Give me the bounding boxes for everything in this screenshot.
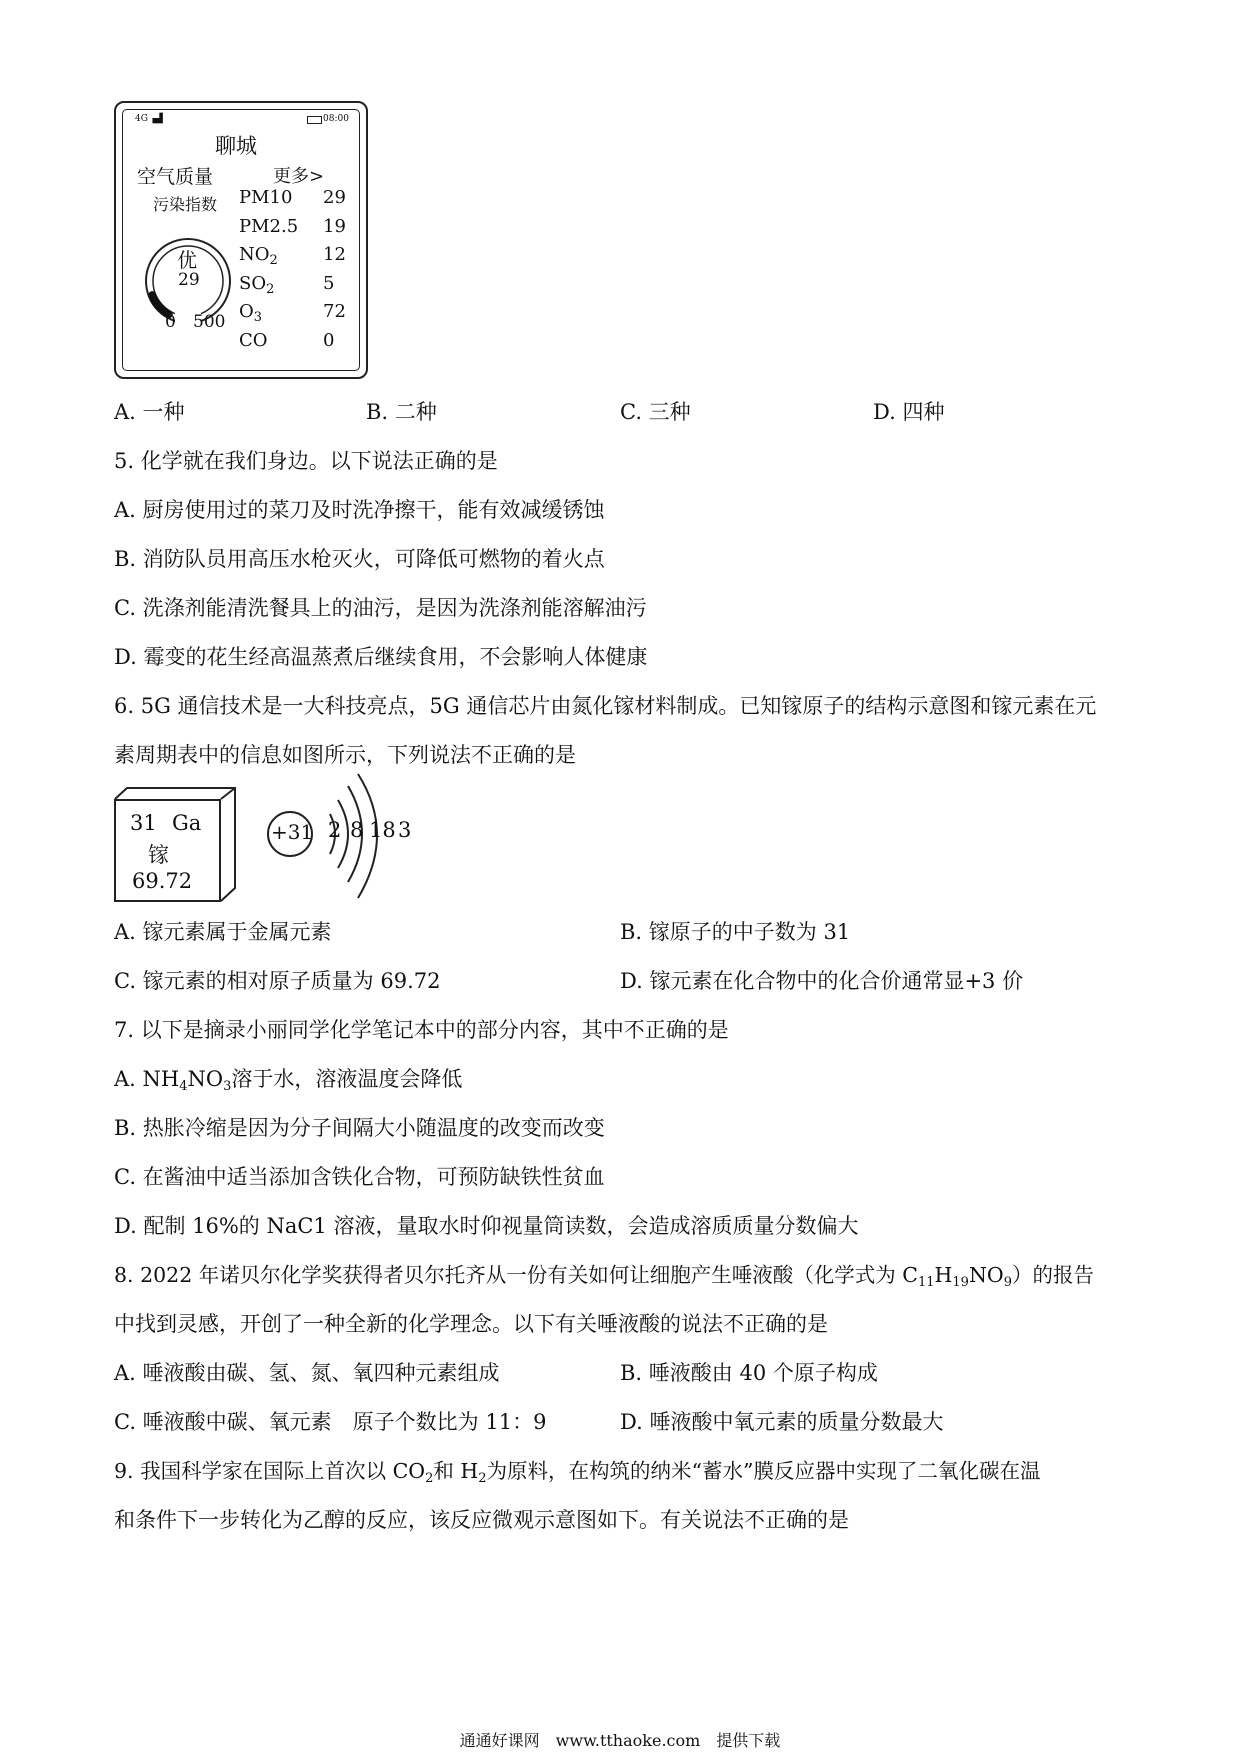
q4-option-a: A. 一种 [114,400,185,424]
more-link: 更多> [273,166,325,187]
shell-1-electrons: 2 [328,818,342,842]
pollutant-values [323,184,346,355]
air-quality-label: 空气质量 [137,166,214,188]
pollutant-name: $NO_2$ [239,244,278,268]
aqi-value: 29 [178,270,200,290]
q7-option-b: B. 热胀冷缩是因为分子间隔大小随温度的改变而改变 [114,1116,605,1140]
pollutant-name: PM2.5 [239,215,299,237]
q8-stem-line2: 中找到灵感，开创了一种全新的化学理念。以下有关唾液酸的说法不正确的是 [114,1312,828,1336]
shell-4-electrons: 3 [398,818,412,842]
q6-stem-line2: 素周期表中的信息如图所示，下列说法不正确的是 [114,743,576,767]
q5-stem: 5. 化学就在我们身边。以下说法正确的是 [114,449,498,473]
pollutant-name: CO [239,329,268,351]
pollutant-value: 0 [323,329,335,351]
q8-option-d: D. 唾液酸中氧元素的质量分数最大 [620,1410,944,1434]
q4-option-d: D. 四种 [873,400,945,424]
pollutant-value: 19 [323,215,346,237]
q6-option-d: D. 镓元素在化合物中的化合价通常显+3 价 [620,969,1024,993]
q8-option-c: C. 唾液酸中碳、氧元素 原子个数比为 11：9 [114,1410,547,1434]
q6-stem-line1: 6. 5G 通信技术是一大科技亮点，5G 通信芯片由氮化镓材料制成。已知镓原子的结构示意图和镓元素在元 [114,694,1097,718]
q7-option-a: A. $NH_4NO_3$溶于水，溶液温度会降低 [114,1067,463,1094]
pollutant-value: 12 [323,244,346,265]
q8-option-b: B. 唾液酸由 40 个原子构成 [620,1361,878,1385]
element-symbol: Ga [172,811,202,835]
signal-icon: ▗▟ [149,114,163,124]
pollutant-value: 72 [323,301,346,322]
q9-stem-line1: 9. 我国科学家在国际上首次以 $CO_2$和 $H_2$为原料，在构筑的纳米“蓄水”膜反应器中实现了二氧化碳在温 [114,1459,1041,1486]
city-name: 聊城 [215,134,257,158]
q6-option-a: A. 镓元素属于金属元素 [114,920,332,944]
q8-option-a: A. 唾液酸由碳、氢、氮、氧四种元素组成 [114,1361,500,1385]
gauge-min: 0 [165,312,176,332]
q4-option-b: B. 二种 [366,400,437,424]
shell-2-electrons: 8 [350,818,364,842]
q6-option-b: B. 镓原子的中子数为 31 [620,920,851,944]
aqi-grade: 优 [177,248,197,272]
pollutant-value: 29 [323,187,346,208]
q7-option-d: D. 配制 16%的 NaC1 溶液，量取水时仰视量筒读数，会造成溶质质量分数偏大 [114,1214,859,1238]
pollution-index-label: 污染指数 [153,195,218,214]
phone-screen [122,109,360,371]
q5-option-d: D. 霉变的花生经高温蒸煮后继续食用，不会影响人体健康 [114,645,648,669]
clock: 08:00 [323,114,349,124]
q9-stem-line2: 和条件下一步转化为乙醇的反应，该反应微观示意图如下。有关说法不正确的是 [114,1508,849,1532]
q5-option-a: A. 厨房使用过的菜刀及时洗净擦干，能有效减缓锈蚀 [114,498,605,522]
pollutant-name: $O_3$ [239,301,263,325]
q6-option-c: C. 镓元素的相对原子质量为 69.72 [114,969,441,993]
q7-option-c: C. 在酱油中适当添加含铁化合物，可预防缺铁性贫血 [114,1165,605,1189]
battery-icon [307,116,322,124]
nucleus-charge: +31 [271,820,314,844]
gauge-max: 500 [193,312,226,332]
q4-option-c: C. 三种 [620,400,691,424]
atomic-mass: 69.72 [132,869,193,893]
page-footer: 通通好课网 www.tthaoke.com 提供下载 [459,1731,781,1750]
q7-stem: 7. 以下是摘录小丽同学化学笔记本中的部分内容，其中不正确的是 [114,1018,729,1042]
pollutant-name: PM10 [239,187,293,208]
pollutant-name: $SO_2$ [239,272,275,297]
pollutant-names [239,184,298,355]
air-quality-phone-figure [114,101,368,379]
q8-stem-line1: 8. 2022 年诺贝尔化学奖获得者贝尔托齐从一份有关如何让细胞产生唾液酸（化学式为 $C_{11}H_{19}NO_9$）的报告 [114,1263,1094,1290]
shell-3-electrons: 18 [369,818,396,842]
atomic-number: 31 [130,811,157,835]
network-indicator: 4G [135,114,148,124]
element-cell [114,799,221,902]
pollutant-value: 5 [323,272,335,294]
element-name: 镓 [148,843,169,867]
q5-option-b: B. 消防队员用高压水枪灭火，可降低可燃物的着火点 [114,547,605,571]
q5-option-c: C. 洗涤剂能清洗餐具上的油污，是因为洗涤剂能溶解油污 [114,596,647,620]
